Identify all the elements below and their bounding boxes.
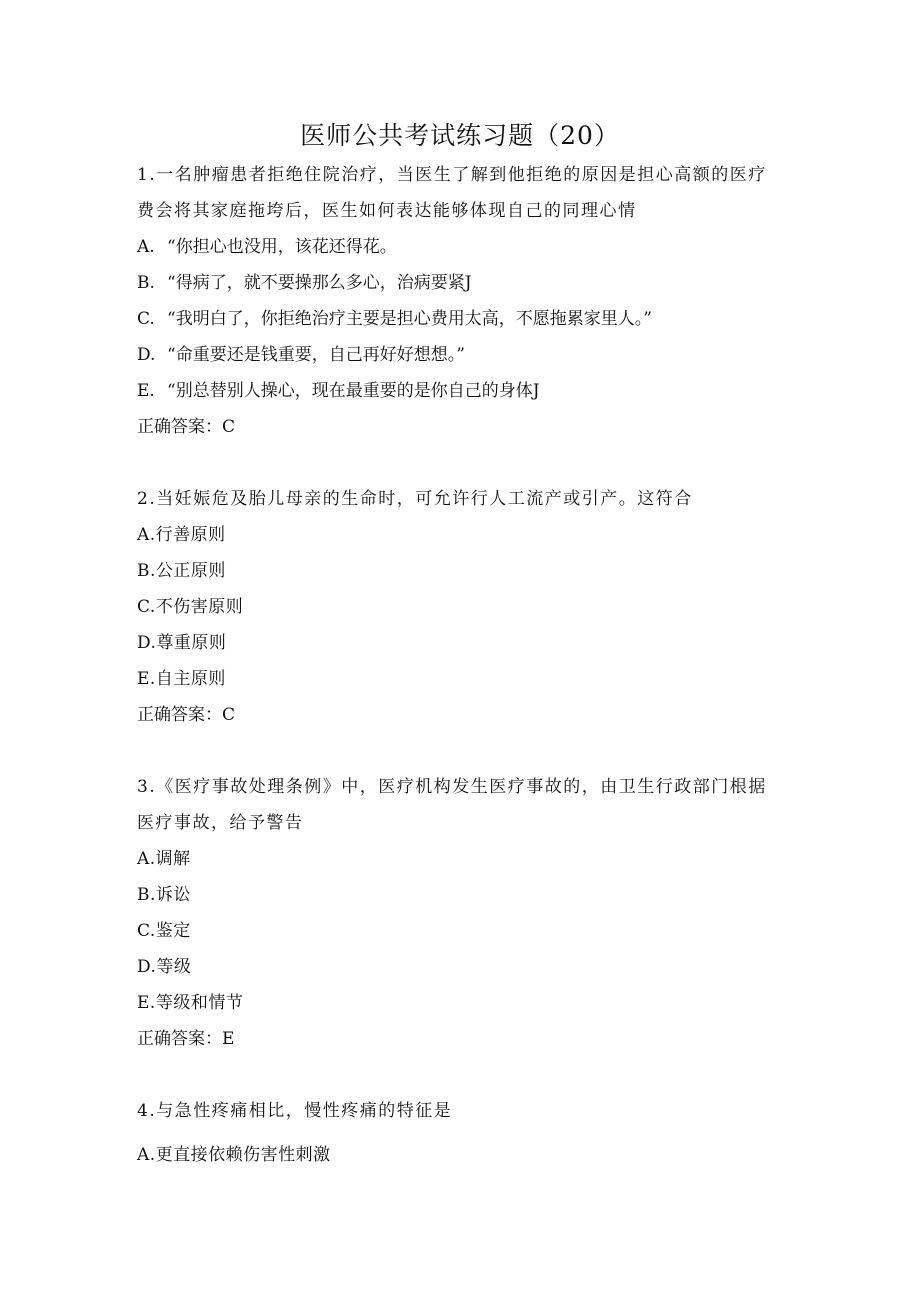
question-3-option-e: E.等级和情节 <box>137 993 244 1013</box>
option-label: E. <box>137 381 155 401</box>
question-1-option-d <box>137 343 465 367</box>
question-1-stem-line-2: 费会将其家庭拖垮后，医生如何表达能够体现自己的同理心情 <box>137 201 637 221</box>
page-title: 医师公共考试练习题（20） <box>300 121 620 150</box>
option-text: “别总替别人操心，现在最重要的是你自己的身体J <box>167 381 540 401</box>
option-text: “我明白了，你拒绝治疗主要是担心费用太高，不愿拖累家里人。” <box>167 309 652 329</box>
question-1-option-b <box>137 271 472 295</box>
question-2-stem-line-1: 2.当妊娠危及胎儿母亲的生命时，可允许行人工流产或引产。这符合 <box>137 489 693 509</box>
question-3-option-c: C.鉴定 <box>137 921 191 941</box>
question-2-answer: 正确答案：C <box>137 705 236 725</box>
question-3-answer: 正确答案：E <box>137 1029 235 1049</box>
question-2-option-b: B.公正原则 <box>137 561 226 581</box>
option-text: “命重要还是钱重要，自己再好好想想。” <box>167 345 465 365</box>
option-text: “你担心也没用，该花还得花。 <box>167 237 397 257</box>
question-3-stem-line-1: 3.《医疗事故处理条例》中，医疗机构发生医疗事故的，由卫生行政部门根据 <box>137 777 767 797</box>
question-3-option-b: B.诉讼 <box>137 885 191 905</box>
question-3-option-d: D.等级 <box>137 957 192 977</box>
question-3-option-a: A.调解 <box>137 849 191 869</box>
question-1-answer: 正确答案：C <box>137 417 236 437</box>
question-4-stem-line-1: 4.与急性疼痛相比，慢性疼痛的特征是 <box>137 1101 453 1121</box>
option-text: “得病了，就不要操那么多心，治病要紧J <box>167 273 472 293</box>
question-1-option-a <box>137 235 397 259</box>
option-label: D. <box>137 345 156 365</box>
option-label: A. <box>137 237 155 257</box>
question-2-option-e: E.自主原则 <box>137 669 226 689</box>
question-1-stem-line-1: 1.一名肿瘤患者拒绝住院治疗，当医生了解到他拒绝的原因是担心高额的医疗 <box>137 165 767 185</box>
question-4-option-a: A.更直接依赖伤害性刺激 <box>137 1145 331 1165</box>
question-2-option-d: D.尊重原则 <box>137 633 227 653</box>
question-1-option-c <box>137 307 652 331</box>
option-label: B. <box>137 273 155 293</box>
question-1-option-e <box>137 379 540 403</box>
option-label: C. <box>137 309 155 329</box>
question-2-option-c: C.不伤害原则 <box>137 597 244 617</box>
question-3-stem-line-2: 医疗事故，给予警告 <box>137 813 304 833</box>
question-2-option-a: A.行善原则 <box>137 525 226 545</box>
